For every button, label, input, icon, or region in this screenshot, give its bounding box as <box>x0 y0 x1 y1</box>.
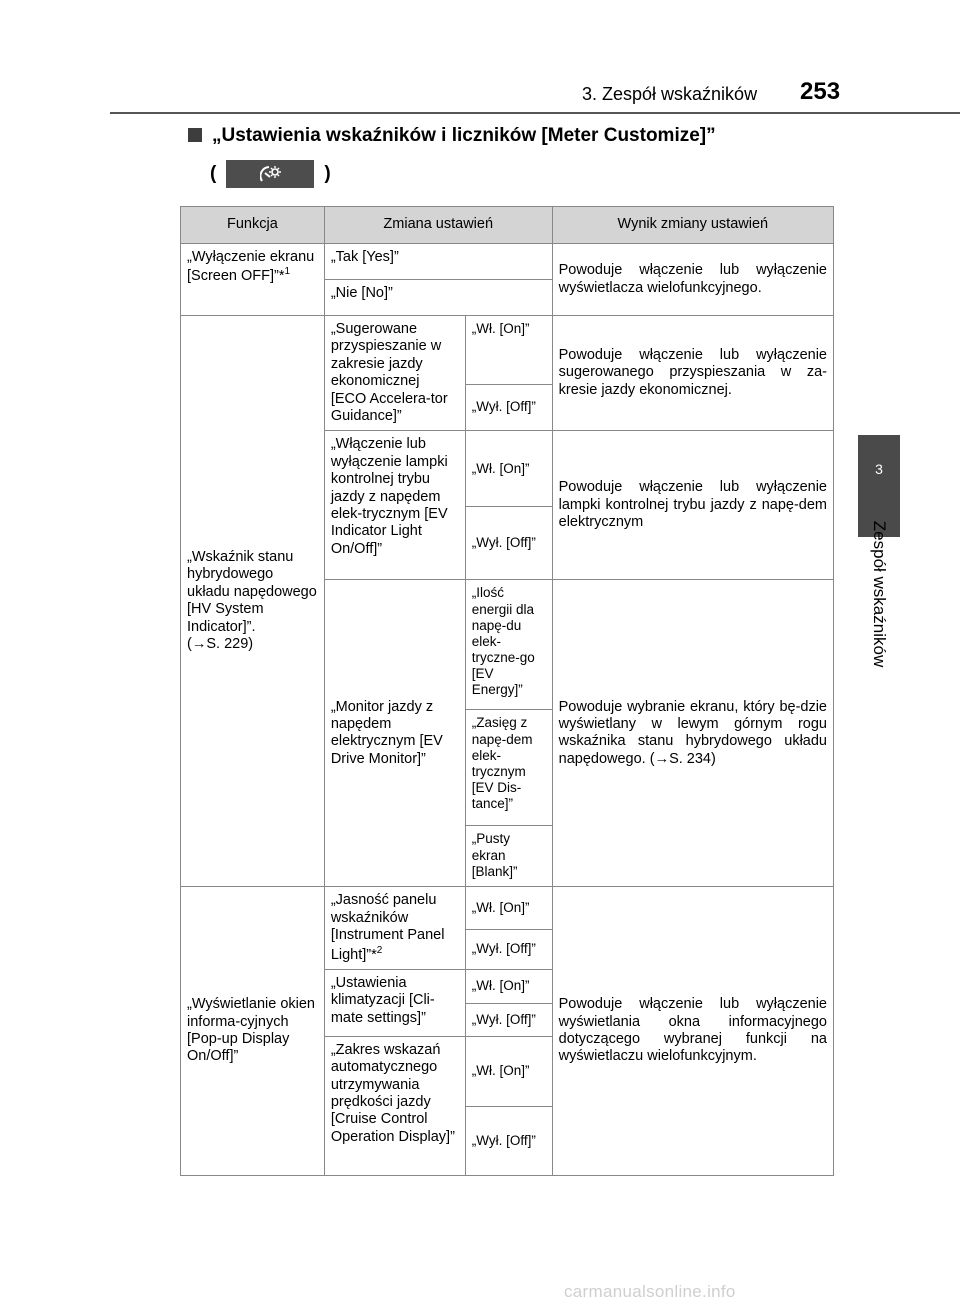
option-cell: „Ilość energii dla napę-du elek-tryczne-go [EV Energy]” <box>465 580 552 710</box>
table-header-row <box>181 207 834 244</box>
subfunction-cell: „Sugerowane przyspieszanie w zakresie jazdy ekonomicznej [ECO Accelera-tor Guidance]” <box>324 316 465 431</box>
paren-open: ( <box>210 163 217 184</box>
square-bullet-icon <box>188 128 202 142</box>
arrow-right-icon: → <box>191 635 207 652</box>
section-title-text: „Ustawienia wskaźników i liczników [Meter Customize]” <box>212 125 716 146</box>
option-cell: „Wył. [Off]” <box>465 1003 552 1036</box>
subfunction-cell: „Ustawienia klimatyzacji [Cli-mate settings]” <box>324 969 465 1036</box>
arrow-right-icon: → <box>654 750 670 767</box>
option-cell: „Wł. [On]” <box>465 969 552 1003</box>
subfunction-cell <box>324 887 465 969</box>
watermark: carmanualsonline.info <box>564 1282 736 1301</box>
function-cell: „Wyświetlanie okien informa-cyjnych [Pop-up Display On/Off]” <box>181 887 325 1175</box>
footnote-mark: 2 <box>376 944 383 956</box>
settings-table <box>180 206 834 1176</box>
section-title <box>188 125 716 147</box>
result-text: Powoduje wybranie ekranu, który bę-dzie wyświetlany w lewym górnym rogu wskaźnika stanu hybrydowego układu napędowego. ( <box>558 698 827 767</box>
option-cell: „Wł. [On]” <box>465 431 552 507</box>
table-row <box>181 244 834 280</box>
subfunction-cell: „Monitor jazdy z napędem elektrycznym [EV Drive Monitor]” <box>324 580 465 887</box>
subfunction-cell: „Włączenie lub wyłączenie lampki kontrolnej trybu jazdy z napędem elek-trycznym [EV Indicator Light On/Off]” <box>324 431 465 580</box>
chapter-tab-number: 3 <box>875 461 883 477</box>
function-text: „Wskaźnik stanu hybrydowego układu napędowego [HV System Indicator]”. <box>187 549 317 635</box>
paren-close: ) <box>324 163 331 184</box>
option-cell: „Nie [No]” <box>324 280 552 316</box>
col-header-function: Funkcja <box>181 207 325 244</box>
option-cell: „Wył. [Off]” <box>465 929 552 969</box>
page-number: 253 <box>800 78 841 105</box>
ref-open: ( <box>187 635 192 652</box>
chapter-tab-label: Zespół wskaźników <box>870 520 889 668</box>
option-cell: „Zasięg z napę-dem elek-trycznym [EV Dis-tance]” <box>465 710 552 826</box>
option-cell: „Tak [Yes]” <box>324 244 552 280</box>
result-cell: Powoduje włączenie lub wyłączenie sugerowanego przyspieszania w za-kresie jazdy ekonomicznej. <box>552 316 833 431</box>
subfunction-text: „Jasność panelu wskaźników [Instrument Panel Light]”* <box>330 892 445 963</box>
function-cell <box>181 316 325 887</box>
footnote-mark: 1 <box>284 266 291 278</box>
table-row <box>181 887 834 929</box>
header-rule <box>110 112 960 114</box>
subfunction-cell: „Zakres wskazań automatycznego utrzymywania prędkości jazdy [Cruise Control Operation Display]” <box>324 1036 465 1175</box>
page-ref: S. 234) <box>669 750 716 767</box>
function-text: „Wyłączenie ekranu [Screen OFF]”* <box>187 249 315 285</box>
section-icon-line <box>210 159 331 189</box>
option-cell: „Wł. [On]” <box>465 887 552 929</box>
option-cell: „Wył. [Off]” <box>465 507 552 580</box>
result-cell: Powoduje włączenie lub wyłączenie wyświetlania okna informacyjnego dotyczącego wybranej funkcji na wyświetlaczu wielofunkcyjnym. <box>552 887 833 1175</box>
result-cell: Powoduje włączenie lub wyłączenie lampki kontrolnej trybu jazdy z napę-dem elektrycznym <box>552 431 833 580</box>
function-cell <box>181 244 325 316</box>
col-header-setting: Zmiana ustawień <box>324 207 552 244</box>
option-cell: „Pusty ekran [Blank]” <box>465 826 552 887</box>
table-row <box>181 316 834 385</box>
page-ref: S. 229) <box>206 635 254 652</box>
option-cell: „Wł. [On]” <box>465 316 552 385</box>
option-cell: „Wył. [Off]” <box>465 1106 552 1175</box>
chapter-title: 3. Zespół wskaźników <box>582 84 758 104</box>
result-cell: Powoduje włączenie lub wyłączenie wyświetlacza wielofunkcyjnego. <box>552 244 833 316</box>
result-cell <box>552 580 833 887</box>
meter-settings-icon <box>226 160 314 188</box>
col-header-result: Wynik zmiany ustawień <box>552 207 833 244</box>
option-cell: „Wył. [Off]” <box>465 384 552 431</box>
option-cell: „Wł. [On]” <box>465 1036 552 1106</box>
